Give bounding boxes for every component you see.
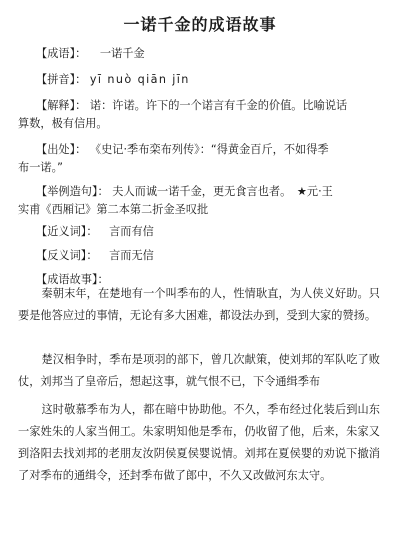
antonym-label: 【反义词】： bbox=[36, 249, 98, 262]
source-label: 【出处】： bbox=[36, 143, 87, 156]
idiom-label: 【成语】： bbox=[36, 47, 87, 60]
story-paragraph-1: 秦朝末年，在楚地有一个叫季布的人，性情耿直，为人侠义好助。只要是他答应过的事情，无论有多大困难，都设法办到，受到大家的赞扬。 bbox=[18, 287, 380, 322]
page-title: 一诺千金的成语故事 bbox=[123, 15, 277, 34]
source-text-1: 《史记·季布栾布列传》：“得黄金百斤，不如得季 bbox=[89, 143, 329, 156]
pinyin-line bbox=[36, 72, 380, 88]
meaning-text-2: 算数，极有信用。 bbox=[18, 117, 108, 130]
idiom-line bbox=[36, 46, 380, 62]
example-text-1: 夫人而诚一诺千金，更无食言也者。 ★元·王 bbox=[112, 185, 333, 198]
source-line-1 bbox=[36, 142, 380, 158]
synonym-line bbox=[36, 224, 380, 240]
example-text-2: 实甫《西厢记》第二本第二折金圣叹批 bbox=[18, 203, 209, 216]
pinyin-label: 【拼音】： bbox=[36, 73, 87, 86]
pinyin-value: yī nuò qiān jīn bbox=[89, 73, 190, 86]
source-text-2: 布一诺。” bbox=[18, 161, 63, 174]
story-paragraph-2: 楚汉相争时，季布是项羽的部下，曾几次献策，使刘邦的军队吃了败仗，刘邦当了皇帝后，想起这事，就气恨不已，下令通缉季布 bbox=[18, 353, 380, 388]
synonym-label: 【近义词】： bbox=[36, 225, 98, 238]
story-paragraph-3: 这时敬慕季布为人，都在暗中协助他。不久，季布经过化装后到山东一家姓朱的人家当佣工。朱家明知他是季布，仍收留了他，后来，朱家又到洛阳去找刘邦的老朋友汝阴侯夏侯婴说情。刘邦在夏侯婴的劝说下撤消了对季布的通缉令，还封季布做了郎中，不久又改做河东太守。 bbox=[18, 403, 380, 482]
story-label: 【成语故事】： bbox=[36, 273, 109, 286]
antonym-line bbox=[36, 248, 380, 264]
idiom-value: 一诺千金 bbox=[99, 47, 145, 60]
meaning-label: 【解释】： bbox=[36, 99, 87, 112]
example-label: 【举例造句】： bbox=[36, 185, 109, 198]
antonym-value: 言而无信 bbox=[109, 249, 154, 262]
meaning-text-1: 诺：许诺。许下的一个诺言有千金的价值。比喻说话 bbox=[89, 99, 348, 112]
example-line-1 bbox=[36, 184, 380, 200]
meaning-line-1 bbox=[36, 98, 380, 114]
synonym-value: 言而有信 bbox=[109, 225, 154, 238]
